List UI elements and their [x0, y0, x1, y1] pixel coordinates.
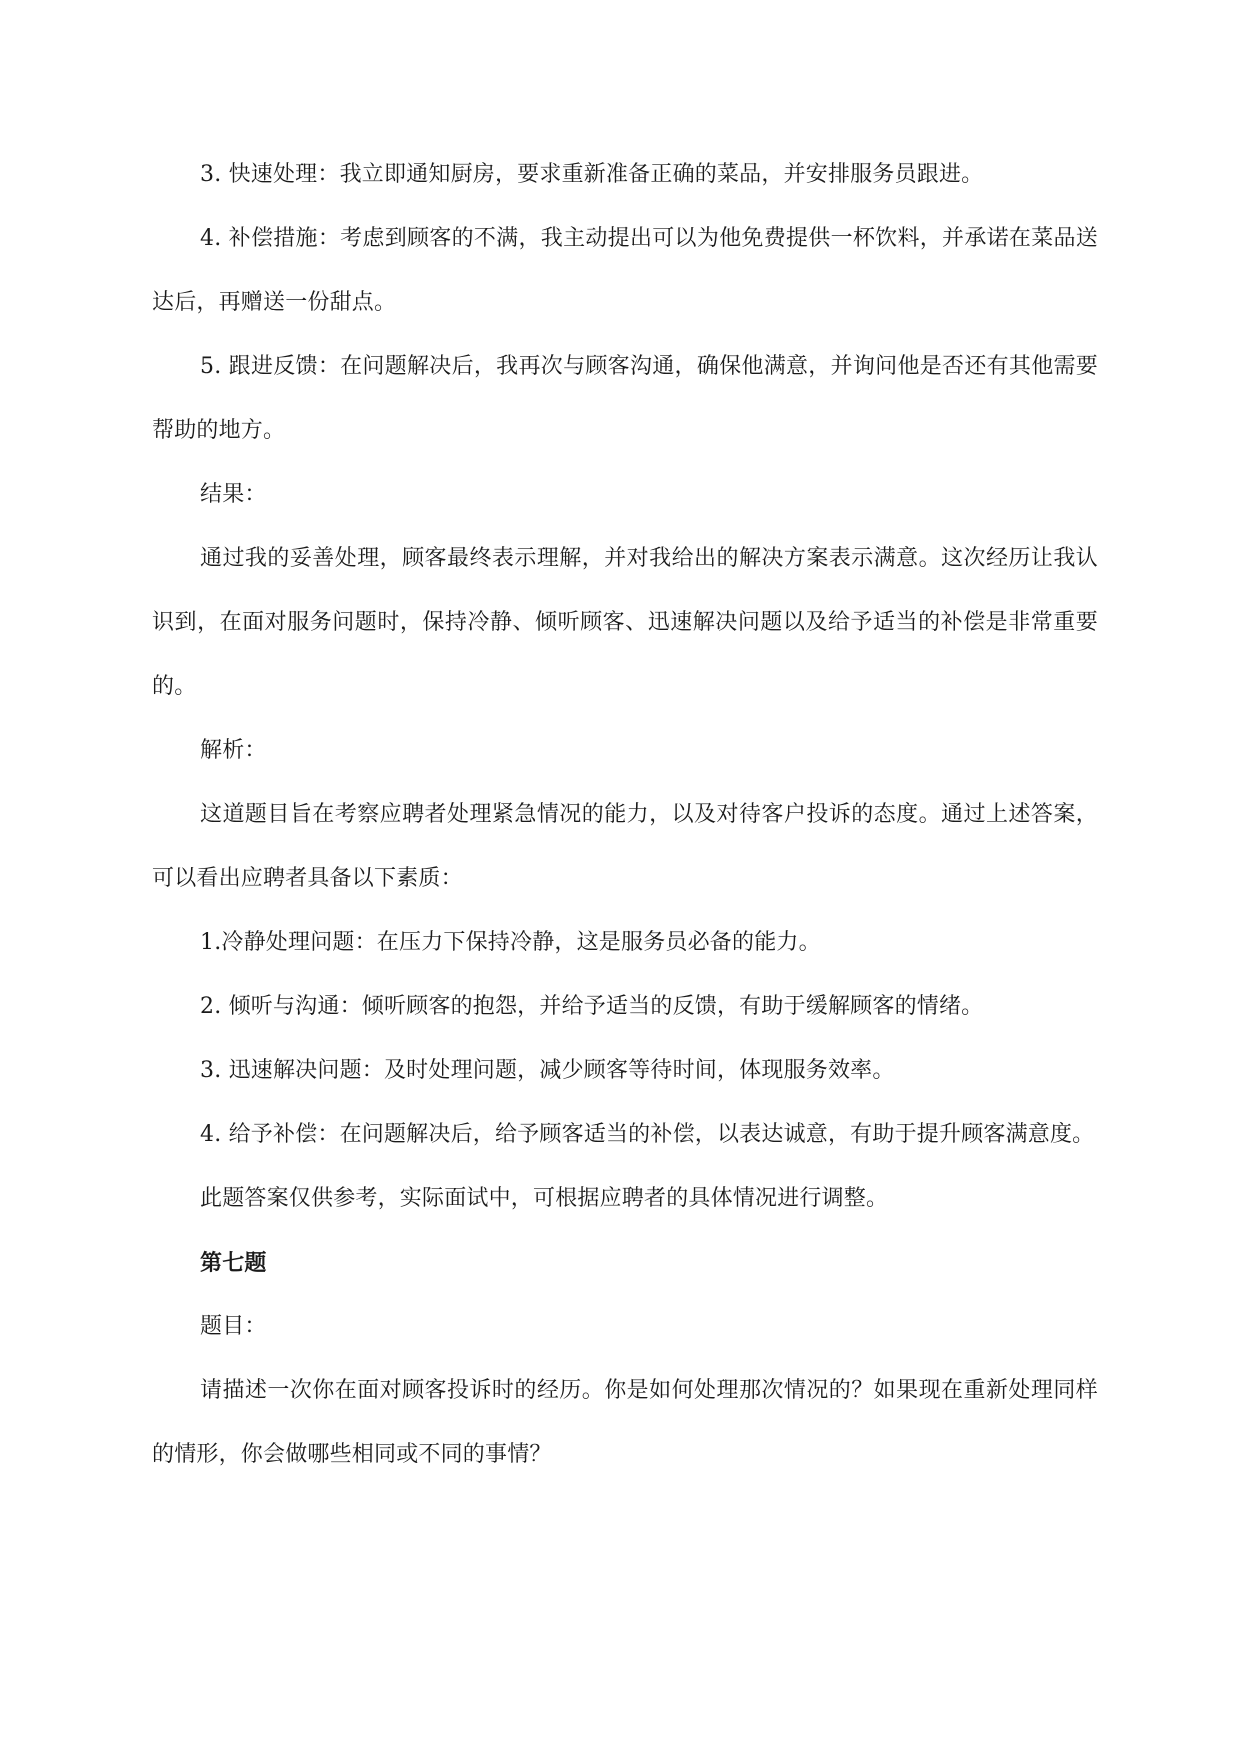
heading-question: 题目： — [200, 1314, 267, 1339]
paragraph-question: 请描述一次你在面对顾客投诉时的经历。你是如何处理那次情况的？如果现在重新处理同样的情形，你会做哪些相同或不同的事情？ — [152, 1378, 1098, 1467]
paragraph-step-4: 4. 补偿措施：考虑到顾客的不满，我主动提出可以为他免费提供一杯饮料，并承诺在菜品送达后，再赠送一份甜点。 — [152, 226, 1098, 315]
analysis-point-1: 1.冷静处理问题：在压力下保持冷静，这是服务员必备的能力。 — [200, 930, 821, 955]
paragraph-result: 通过我的妥善处理，顾客最终表示理解，并对我给出的解决方案表示满意。这次经历让我认识到，在面对服务问题时，保持冷静、倾听顾客、迅速解决问题以及给予适当的补偿是非常重要的。 — [152, 546, 1098, 699]
document-body — [152, 143, 1098, 1487]
paragraph-step-3: 3. 快速处理：我立即通知厨房，要求重新准备正确的菜品，并安排服务员跟进。 — [200, 162, 984, 187]
analysis-point-2: 2. 倾听与沟通：倾听顾客的抱怨，并给予适当的反馈，有助于缓解顾客的情绪。 — [200, 994, 984, 1019]
analysis-point-3: 3. 迅速解决问题：及时处理问题，减少顾客等待时间，体现服务效率。 — [200, 1058, 895, 1083]
analysis-point-4: 4. 给予补偿：在问题解决后，给予顾客适当的补偿，以表达诚意，有助于提升顾客满意度。 — [200, 1122, 1095, 1147]
paragraph-step-5: 5. 跟进反馈：在问题解决后，我再次与顾客沟通，确保他满意，并询问他是否还有其他需要帮助的地方。 — [152, 354, 1098, 443]
heading-analysis: 解析： — [200, 738, 267, 763]
paragraph-analysis: 这道题目旨在考察应聘者处理紧急情况的能力，以及对待客户投诉的态度。通过上述答案，可以看出应聘者具备以下素质： — [152, 802, 1098, 891]
heading-result: 结果： — [200, 482, 267, 507]
section-title-question-7: 第七题 — [200, 1250, 267, 1276]
paragraph-note: 此题答案仅供参考，实际面试中，可根据应聘者的具体情况进行调整。 — [200, 1186, 889, 1211]
